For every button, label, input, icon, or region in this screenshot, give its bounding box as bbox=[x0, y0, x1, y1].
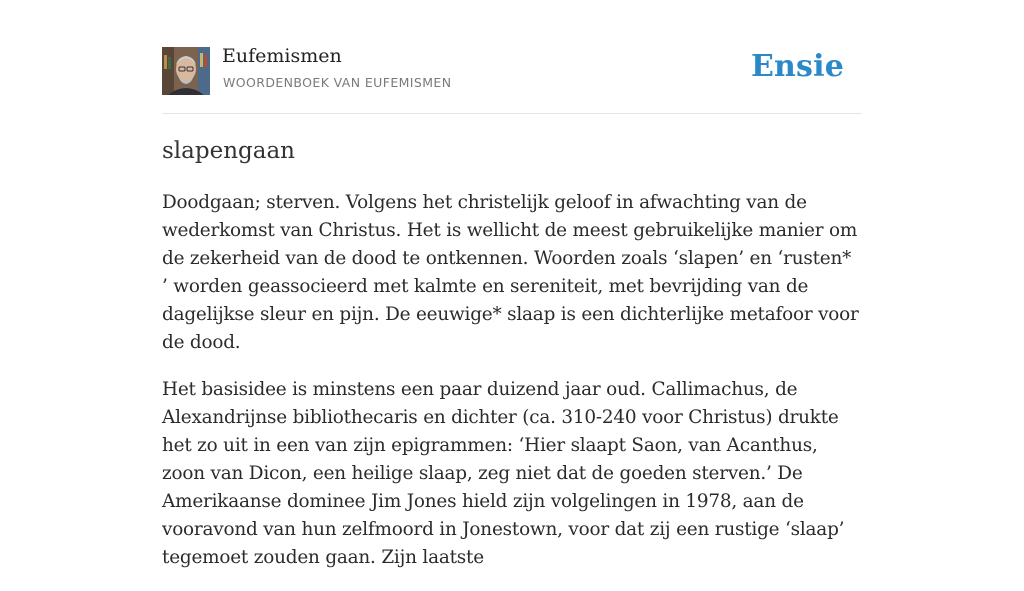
author-avatar[interactable] bbox=[162, 47, 210, 95]
source-subtitle[interactable]: WOORDENBOEK VAN EUFEMISMEN bbox=[223, 75, 452, 90]
brand-logo[interactable]: Ensie bbox=[750, 49, 844, 84]
definition-paragraph-2: Het basisidee is minstens een paar duizend jaar oud. Callimachus, de Alexandrijnse bibliothecaris en dichter (ca. 310-240 voor Christus) drukte het zo uit in een van zijn epigrammen: ‘Hier slaapt Saon, van Acanthus, zoon van Dicon, een heilige slaap, zeg niet dat de goeden sterven.’ De Amerikaanse dominee Jim Jones hield zijn volgelingen in 1978, aan de vooravond van hun zelfmoord in Jonestown, voor dat zij een rustige ‘slaap’ tegemoet zouden gaan. Zijn laatste bbox=[162, 379, 845, 568]
content-column bbox=[162, 0, 862, 568]
definition-paragraph-1: Doodgaan; sterven. Volgens het christelijk geloof in afwachting van de wederkomst van Christus. Het is wellicht de meest gebruikelijke manier om de zekerheid van de dood te ontkennen. Woorden zoals ‘slapen’ en ‘rusten* ’ worden geassocieerd met kalmte en sereniteit, met bevrijding van de dagelijkse sleur en pijn. De eeuwige* slaap is een dichterlijke metafoor voor de dood. bbox=[162, 192, 859, 353]
source-title[interactable]: Eufemismen bbox=[222, 45, 342, 67]
entry-definition bbox=[162, 189, 862, 591]
source-header bbox=[162, 0, 862, 114]
author-portrait-icon bbox=[162, 47, 210, 95]
entry-term: slapengaan bbox=[162, 138, 295, 164]
